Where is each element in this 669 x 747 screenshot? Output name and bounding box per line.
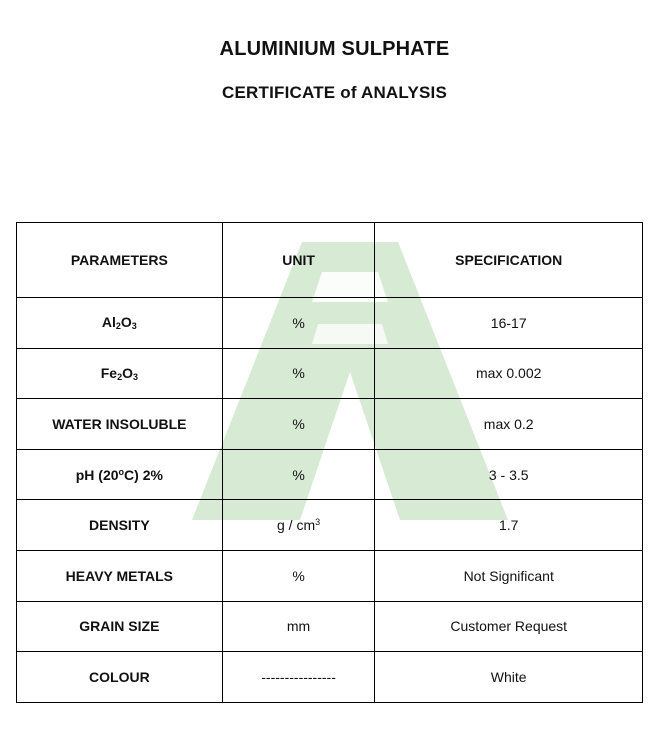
spec-cell: max 0.2: [375, 399, 643, 450]
table-row: [17, 500, 643, 551]
spec-cell: 3 - 3.5: [375, 449, 643, 500]
spec-cell: 16-17: [375, 298, 643, 349]
unit-cell: mm: [222, 601, 375, 652]
table-row: [17, 601, 643, 652]
unit-cell: %: [222, 550, 375, 601]
unit-cell: ----------------: [222, 652, 375, 703]
param-colour: COLOUR: [17, 652, 223, 703]
spec-cell: max 0.002: [375, 348, 643, 399]
param-ph: pH (20$^o$C) 2%: [17, 449, 223, 500]
param-al2o3: $Al_2O_3$: [17, 298, 223, 349]
header-parameters: PARAMETERS: [17, 223, 223, 298]
spec-cell: Not Significant: [375, 550, 643, 601]
table-row: [17, 399, 643, 450]
param-heavy-metals: HEAVY METALS: [17, 550, 223, 601]
param-grain-size: GRAIN SIZE: [17, 601, 223, 652]
spec-cell: White: [375, 652, 643, 703]
param-density: DENSITY: [17, 500, 223, 551]
table-header-row: [17, 223, 643, 298]
unit-cell: %: [222, 399, 375, 450]
unit-cell: %: [222, 449, 375, 500]
table-row: [17, 348, 643, 399]
table-row: [17, 550, 643, 601]
document-subtitle: CERTIFICATE of ANALYSIS: [222, 83, 447, 102]
spec-cell: Customer Request: [375, 601, 643, 652]
table-row: [17, 652, 643, 703]
param-water-insoluble: WATER INSOLUBLE: [17, 399, 223, 450]
param-fe2o3: $Fe_2O_3$: [17, 348, 223, 399]
unit-cell: %: [222, 348, 375, 399]
table-row: [17, 449, 643, 500]
analysis-table: [16, 222, 643, 703]
table-row: [17, 298, 643, 349]
unit-cell: g / $cm^3$: [222, 500, 375, 551]
spec-cell: 1.7: [375, 500, 643, 551]
header-specification: SPECIFICATION: [375, 223, 643, 298]
document-title: ALUMINIUM SULPHATE: [219, 38, 450, 60]
header-unit: UNIT: [222, 223, 375, 298]
unit-cell: %: [222, 298, 375, 349]
